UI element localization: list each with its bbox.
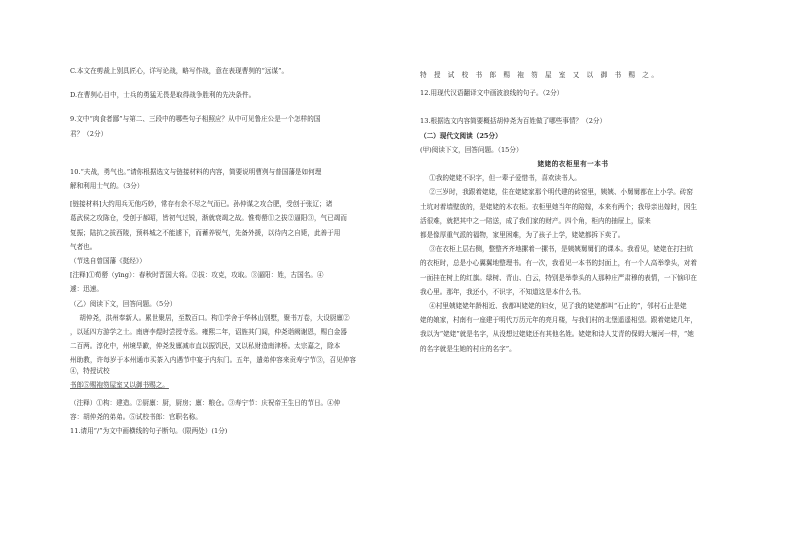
question-9-line1: 9.文中“肉食者鄙”与第二、三段中的哪些句子相照应？从中可见鲁庄公是一个怎样的国 [70, 115, 321, 124]
article-title: 姥姥的衣柜里有一本书 [537, 160, 609, 169]
paragraph-2-line4: 都是像厚重气派的福物，家里困难，为了孩子上学，姥姥都拆下卖了。 [420, 231, 625, 240]
passage-b-line4: 州助教，许每岁于本州通市买茶入内遇节中宴于内东门。五年，遣弟仲容来贡寿宁节③，召见仲容④，特授试校 [70, 356, 356, 375]
question-11: 11.请用“/”为文中画横线的句子断句。（限两处）(1分) [70, 427, 228, 436]
paragraph-2-line3: 活很难，就把其中之一陪送，成了我们家的财产。四个角，柜内的抽屉上，原来 [420, 216, 651, 225]
right-column [420, 70, 726, 354]
paragraph-3-line1: ③在衣柜上层右侧，整整齐齐地摞着一摞书，是姨姨舅舅们的课本。我看见，姥姥在打扫炕 [429, 245, 693, 254]
link-material-line2: 葛武侯之攻陈仓，受创于郝昭，皆初气过锐，渐就衰竭之故。惟荀罃①之拔②逼阳③，气已竭而 [70, 214, 347, 223]
notes-b-line1: （注释）①构：建造。②厨廪：厨，厨房；廪：粮仓。③寿宁节：庆祝帝王生日的节日。④仲 [70, 399, 341, 408]
part-b-heading: （乙）阅读下文，回答问题。（5分） [70, 299, 177, 308]
notes-a-line2: 遽：迅速。 [70, 285, 103, 294]
paragraph-4-line3: 我以为“姥姥”就是名字，从没想过姥姥还有其他名姓。姥姥和诗人艾青的保姆大堰河一样，“她 [420, 330, 694, 339]
passage-b-line2: ，以延四方游学之士。南唐李煜时尝授寺丞。雍熙二年，诏旌其门闾，仲尧诣阙谢恩，赐白金器 [70, 328, 347, 337]
paragraph-4-line4: 的名字就是生她的村庄的名字”。 [420, 344, 516, 353]
passage-b-line5: 书郎⑤赐袍笏屋室又以御书赐之。 [70, 380, 169, 389]
paragraph-3-line4: 我心里。那年，我还小，不识字，不知道这是本什么书。 [420, 287, 585, 296]
link-material-line3: 复振；陆抗之拔西陵，预料城之不能遽下，而蓄养锐气，先备外援，以待内之自毙，此善于用 [70, 228, 341, 237]
question-13: 13.根据选文内容简要概括胡仲尧为百姓做了哪些事情？（2分） [420, 117, 607, 126]
paragraph-3-line2: 的衣柜时，总是小心翼翼地整理书。有一次，我看见一本书的封面上，有一个人高举拳头，对着 [420, 259, 697, 268]
punctuation-sentence: 特 授 试 校 书 郎 赐 袍 笏 屋 室 又 以 御 书 赐 之。 [420, 71, 661, 79]
link-material-line1: [链接材料]大约用兵无他巧妙，常存有余不尽之气而已。孙仲谋之攻合肥，受创于张辽；诸 [70, 200, 333, 209]
paragraph-4-line2: 姥的娘家，村南有一座建于明代万历元年的亮月楼，与我们村的北堡遥遥相望。跟着姥姥几年， [420, 316, 697, 325]
paragraph-2-line1: ②三岁时，我跟着姥姥，住在姥姥家那个明代建的砖窑里，姨姨、小舅舅都在上小学。砖窑 [429, 188, 693, 197]
question-9-line2: 君？（2分） [70, 129, 108, 138]
question-10-line1: 10.“夫战，勇气也。”请你根据选文与链接材料的内容，简要说明曹刿与普国藩是如何理 [70, 167, 322, 176]
source-note: （节选自曾国藩《挺经》） [70, 257, 146, 266]
paragraph-2-line2: 土坑对着墙壁放的，是姥姥的木衣柜。衣柜里她当年的陪嫁，本来有两个；我母亲出嫁时，因生 [420, 202, 697, 211]
section-heading-modern: （二）现代文阅读（25分） [420, 131, 502, 140]
option-d: D.在曹刿心目中，士兵的勇猛无畏是取得战争胜利的先决条件。 [70, 91, 256, 100]
paragraph-3-line3: 一面挂在树上的红旗。绿树、青山、白云，特别是举拳头的人那种庄严肃穆的表情，一下恼印在 [420, 273, 697, 282]
passage-b-line1: 胡仲尧，洪州奉新人。累世聚居，至数百口。构①学舍于华林山别墅，聚书万卷，大设厨廪② [79, 313, 350, 322]
notes-a-line1: [注释]①荀罃（yīng）：春秋时晋国大将。②拔：攻克，攻取。③逼阳：姓，古国名。④ [70, 271, 324, 280]
question-12: 12.用现代汉语翻译文中画波浪线的句子。（2分） [420, 89, 564, 98]
passage-b-line3: 二百两。淳化中，州境旱歉，仲尧发廪减市直以振饥民，又以私财造南津桥。太宗嘉之，除本 [70, 342, 341, 351]
link-material-line4: 气者也。 [70, 242, 97, 251]
question-10-line2: 解和利用士气的。（3分） [70, 182, 144, 191]
paragraph-4-line1: ④村里姨姥姥年龄相近、我都叫姥姥的妇女，见了我的姥姥都叫“石止的”，邻村石止是姥 [429, 302, 687, 311]
left-column [70, 66, 356, 437]
part-a-heading: (甲)阅读下文，回答问题。（15分） [420, 145, 523, 154]
option-c: C.本文在剪裁上别具匠心，详写论战，略写作战，意在表现曹刿的“远谋”。 [70, 67, 289, 75]
paragraph-1: ①我的姥姥不识字，但一辈子爱惜书，喜欢读书人。 [429, 174, 581, 183]
notes-b-line2: 容：胡仲尧的弟弟。⑤试校书郎：官职名称。 [70, 413, 202, 422]
